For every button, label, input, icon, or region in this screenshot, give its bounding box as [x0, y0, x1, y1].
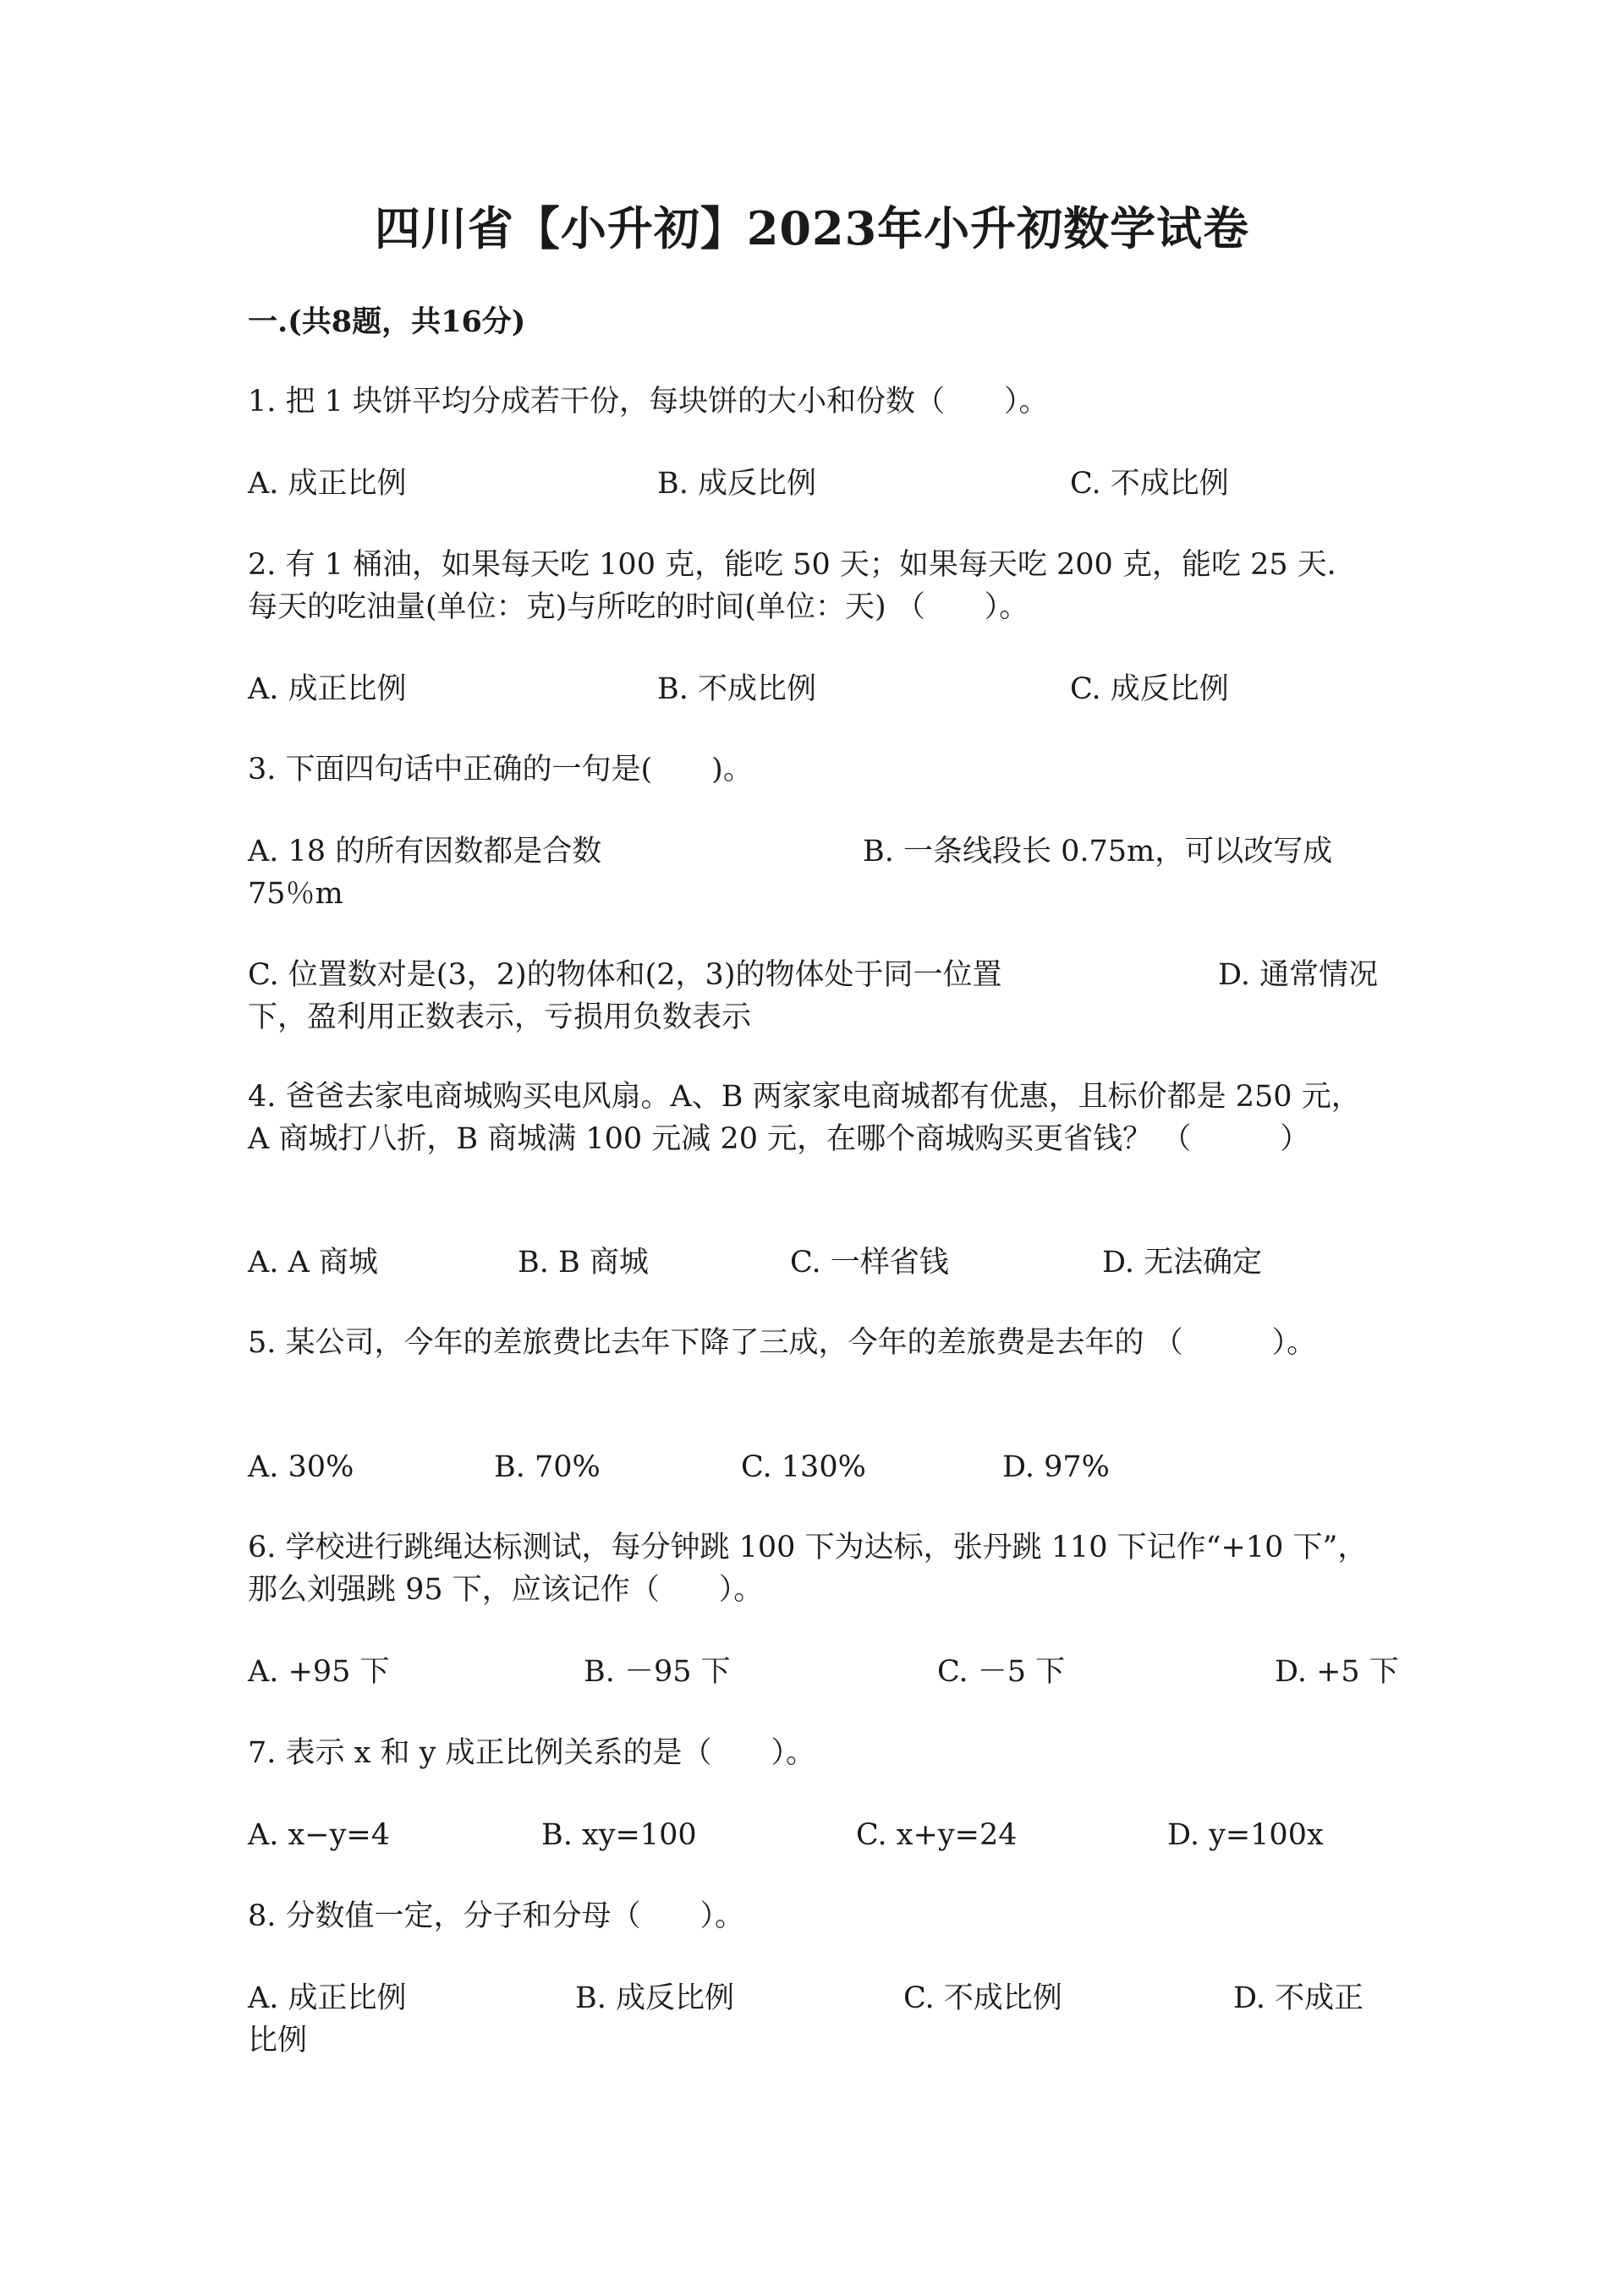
question-2-option-a: A. 成正比例: [248, 672, 407, 706]
question-7-option-b: B. xy=100: [541, 1818, 697, 1852]
question-8-option-d: D. 不成正: [1233, 1981, 1364, 2015]
question-1-option-c: C. 不成比例: [1070, 467, 1229, 501]
question-4-option-a: A. A 商城: [248, 1246, 378, 1280]
question-4: 4. 爸爸去家电商城购买电风扇。A、B 两家家电商城都有优惠，且标价都是 250 元，A 商城打八折，B 商城满 100 元减 20 元，在哪个商城购买更省钱？ （ ）: [248, 1080, 1361, 1156]
question-3-option-b-continued: 75％m: [248, 877, 343, 911]
page-title: 四川省【小升初】2023年小升初数学试卷: [374, 201, 1250, 255]
question-2-option-c: C. 成反比例: [1070, 672, 1229, 706]
question-6: 6. 学校进行跳绳达标测试，每分钟跳 100 下为达标，张丹跳 110 下记作“+10 下”，那么刘强跳 95 下，应该记作（ ）。: [248, 1531, 1368, 1607]
question-8-option-a: A. 成正比例: [248, 1981, 407, 2015]
question-3-option-b: B. 一条线段长 0.75m，可以改写成: [863, 835, 1333, 869]
question-5-option-a: A. 30%: [248, 1450, 354, 1484]
question-4-option-d: D. 无法确定: [1102, 1246, 1263, 1280]
question-7-option-a: A. x−y=4: [248, 1818, 390, 1852]
question-5-option-d: D. 97%: [1002, 1450, 1110, 1484]
question-6-option-c: C. －5 下: [937, 1655, 1066, 1689]
question-1-option-b: B. 成反比例: [657, 467, 816, 501]
question-3-option-d: D. 通常情况: [1218, 958, 1379, 992]
question-4-option-b: B. B 商城: [518, 1246, 649, 1280]
question-3-option-c: C. 位置数对是(3，2)的物体和(2，3)的物体处于同一位置: [248, 958, 1002, 992]
question-3-option-a: A. 18 的所有因数都是合数: [248, 835, 602, 869]
question-6-option-d: D. +5 下: [1275, 1655, 1399, 1689]
question-5-option-b: B. 70%: [494, 1450, 601, 1484]
question-8-option-c: C. 不成比例: [903, 1981, 1062, 2015]
question-6-option-b: B. －95 下: [584, 1655, 731, 1689]
question-3: 3. 下面四句话中正确的一句是( )。: [248, 753, 753, 786]
question-6-option-a: A. +95 下: [248, 1655, 390, 1689]
question-8-option-d-continued: 比例: [248, 2024, 308, 2058]
question-1: 1. 把 1 块饼平均分成若干份，每块饼的大小和份数（ ）。: [248, 385, 1049, 419]
question-7-option-d: D. y=100x: [1167, 1818, 1324, 1852]
question-1-option-a: A. 成正比例: [248, 467, 407, 501]
question-3-option-d-continued: 下，盈利用正数表示，亏损用负数表示: [248, 1000, 752, 1034]
question-4-option-c: C. 一样省钱: [790, 1246, 949, 1280]
section-heading: 一.(共8题，共16分): [248, 304, 526, 339]
question-8-option-b: B. 成反比例: [575, 1981, 734, 2015]
question-5-option-c: C. 130%: [741, 1450, 866, 1484]
question-7-option-c: C. x+y=24: [856, 1818, 1018, 1852]
question-2-option-b: B. 不成比例: [657, 672, 816, 706]
question-2: 2. 有 1 桶油，如果每天吃 100 克，能吃 50 天；如果每天吃 200 克，能吃 25 天．每天的吃油量(单位：克)与所吃的时间(单位：天) （ ）。: [248, 548, 1357, 624]
question-8: 8. 分数值一定，分子和分母（ ）。: [248, 1899, 745, 1933]
question-7: 7. 表示 x 和 y 成正比例关系的是（ ）。: [248, 1736, 816, 1770]
question-5: 5. 某公司，今年的差旅费比去年下降了三成，今年的差旅费是去年的 （ ）。: [248, 1326, 1317, 1360]
